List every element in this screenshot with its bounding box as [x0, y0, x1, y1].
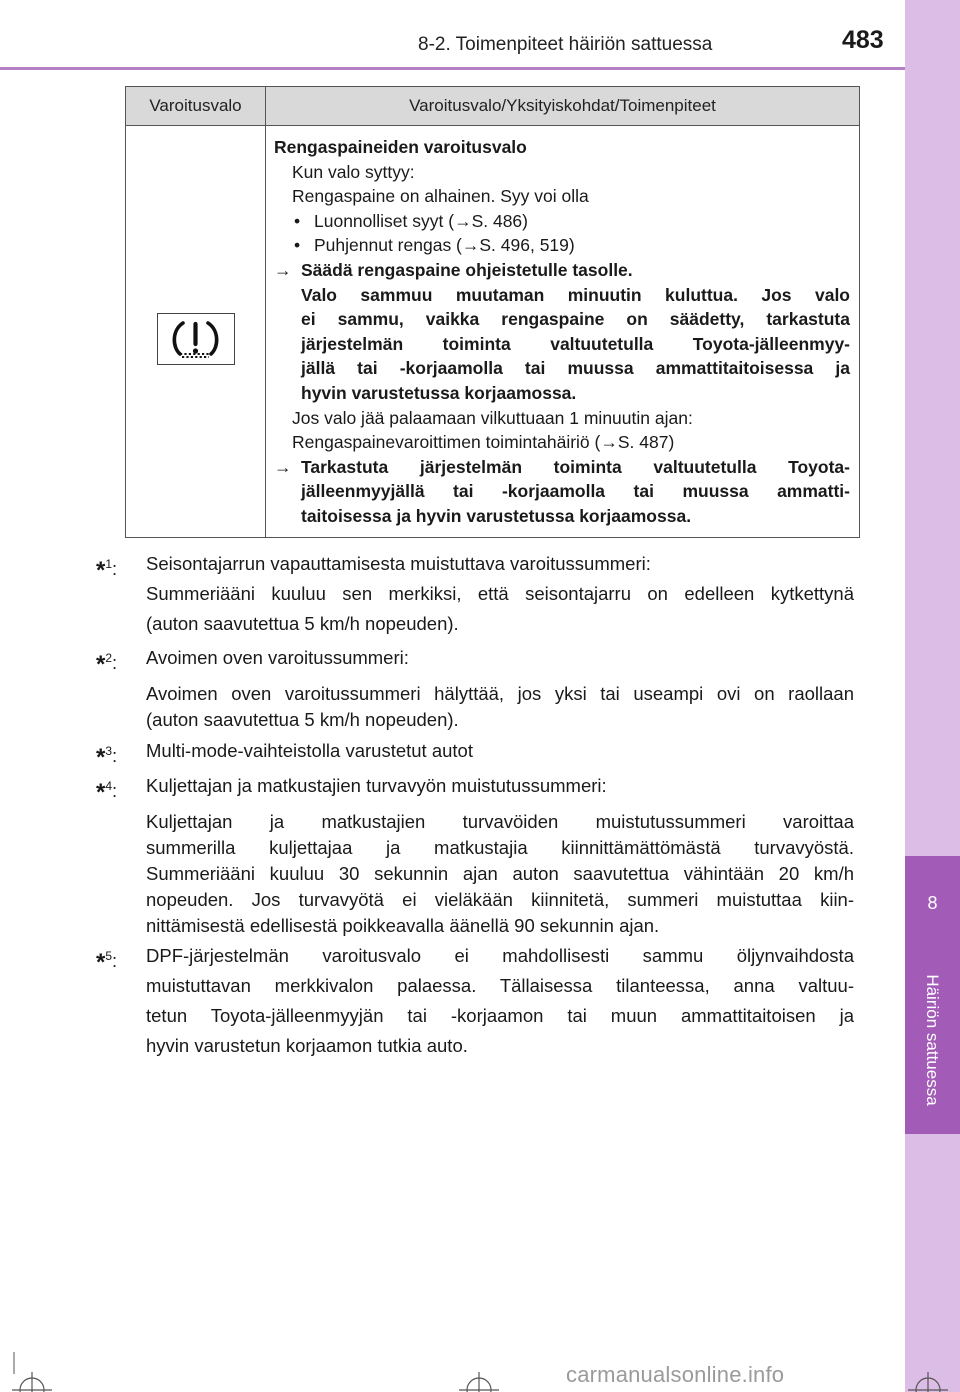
page-number: 483: [842, 26, 884, 54]
arrow-icon: →: [274, 456, 292, 477]
footnote-line: muistuttavan merkkivalon palaessa. Tällaisessa tilanteessa, anna valtuu-: [146, 975, 854, 996]
footnote-line: Seisontajarrun vapauttamisesta muistuttava varoitussummeri:: [146, 553, 651, 574]
action-text-line: Valo sammuu muutaman minuutin kuluttua. Jos valo: [301, 284, 850, 305]
action-inspect-system: → Tarkastuta järjestelmän toiminta valtuutetulla Toyota-: [274, 455, 850, 480]
footnote-marker: *$^4$:: [96, 779, 118, 806]
crop-marks: [0, 1352, 960, 1392]
chapter-number: 8: [927, 893, 938, 913]
arrow-icon: →: [274, 259, 292, 280]
footnote-3: [96, 738, 854, 771]
footnote-line: Multi-mode-vaihteistolla varustetut autot: [146, 740, 473, 761]
warning-title: Rengaspaineiden varoitusvalo: [274, 137, 527, 157]
footnote-5: [96, 943, 854, 1059]
condition-lights-up: Kun valo syttyy:: [292, 161, 415, 182]
footnote-line: tetun Toyota-jälleenmyyjän tai -korjaamon tai muun ammattitaitoisen ja: [146, 1005, 854, 1026]
chapter-label: Häiriön sattuessa: [923, 974, 942, 1106]
column-divider: [265, 126, 266, 537]
footnote-line: (auton saavutettua 5 km/h nopeuden).: [146, 613, 459, 634]
action-text-line: jälleenmyyjällä tai -korjaamolla tai muussa ammatti-: [301, 481, 850, 502]
table-header-row: [126, 87, 859, 126]
footnote-line: Summeriääni kuuluu 30 sekunnin ajan auton saavutettua vähintään 20 km/h: [146, 863, 854, 884]
warning-light-table: [125, 86, 860, 538]
footnote-marker: *$^1$:: [96, 557, 118, 584]
action-text-line: hyvin varustetussa korjaamossa.: [301, 382, 577, 403]
section-title: 8-2. Toimenpiteet häiriön sattuessa: [418, 34, 713, 55]
footnote-line: hyvin varustetun korjaamon tutkia auto.: [146, 1035, 468, 1056]
footnote-marker: *$^5$:: [96, 949, 118, 976]
footnote-2: [96, 645, 854, 733]
cause-bullet: • Puhjennut rengas (→S. 496, 519): [294, 235, 575, 256]
cause-low-pressure: Rengaspaine on alhainen. Syy voi olla: [292, 186, 589, 207]
warning-details-cell: [274, 135, 850, 529]
footnote-line: Kuljettajan ja matkustajien turvavyön muistutussummeri:: [146, 775, 607, 796]
cause-bullet: • Luonnolliset syyt (→S. 486): [294, 210, 528, 231]
footnote-line: (auton saavutettua 5 km/h nopeuden).: [146, 709, 459, 730]
action-adjust-pressure: → Säädä rengaspaine ohjeistetulle tasolle.: [274, 258, 850, 283]
action-text-line: järjestelmän toiminta valtuutetulla Toyota-jälleenmyy-: [301, 333, 850, 354]
footnote-line: Avoimen oven varoitussummeri:: [146, 647, 409, 668]
table-header-warning-light: Varoitusvalo: [126, 87, 266, 125]
footnote-1: [96, 551, 854, 637]
side-tab: [905, 0, 960, 1392]
table-header-details: Varoitusvalo/Yksityiskohdat/Toimenpiteet: [409, 96, 716, 115]
cause-natural: Luonnolliset syyt (→S. 486): [314, 210, 528, 231]
footnote-line: summerilla kuljettajaa ja matkustajia kiinnittämättömästä turvavyöstä.: [146, 837, 854, 858]
tire-pressure-warning-icon: [157, 313, 235, 365]
footnote-marker: *$^3$:: [96, 744, 118, 771]
footnote-line: Summeriääni kuuluu sen merkiksi, että seisontajarru on edelleen kytkettynä: [146, 583, 854, 604]
action-text-line: jällä tai -korjaamolla tai muussa ammattitaitoisessa ja: [301, 358, 850, 379]
condition-blinks: Jos valo jää palaamaan vilkuttuaan 1 minuutin ajan:: [292, 407, 693, 428]
footnote-line: Kuljettajan ja matkustajien turvavöiden muistutussummeri varoittaa: [146, 811, 854, 832]
cause-malfunction: Rengaspainevaroittimen toimintahäiriö (→S. 487): [292, 432, 675, 453]
cause-puncture: Puhjennut rengas (→S. 496, 519): [314, 235, 575, 256]
footnote-4: [96, 773, 854, 939]
header-rule: [0, 67, 905, 70]
watermark: carmanualsonline.info: [566, 1362, 785, 1387]
footnote-line: DPF-järjestelmän varoitusvalo ei mahdollisesti sammu öljynvaihdosta: [146, 945, 854, 966]
action-text-line: taitoisessa ja hyvin varustetussa korjaamossa.: [301, 505, 692, 526]
footnote-line: Avoimen oven varoitussummeri hälyttää, jos yksi tai useampi ovi on raollaan: [146, 683, 854, 704]
footnote-line: nopeuden. Jos turvavyötä ei vieläkään kiinnitetä, summeri muistuttaa kiin-: [146, 889, 854, 910]
action-text-line: ei sammu, vaikka rengaspaine on säädetty, tarkastuta: [301, 309, 850, 330]
footnote-line: nittämisestä edellisestä poikkeavalla äänellä 90 sekunnin ajan.: [146, 915, 660, 936]
footnote-marker: *$^2$:: [96, 651, 118, 678]
